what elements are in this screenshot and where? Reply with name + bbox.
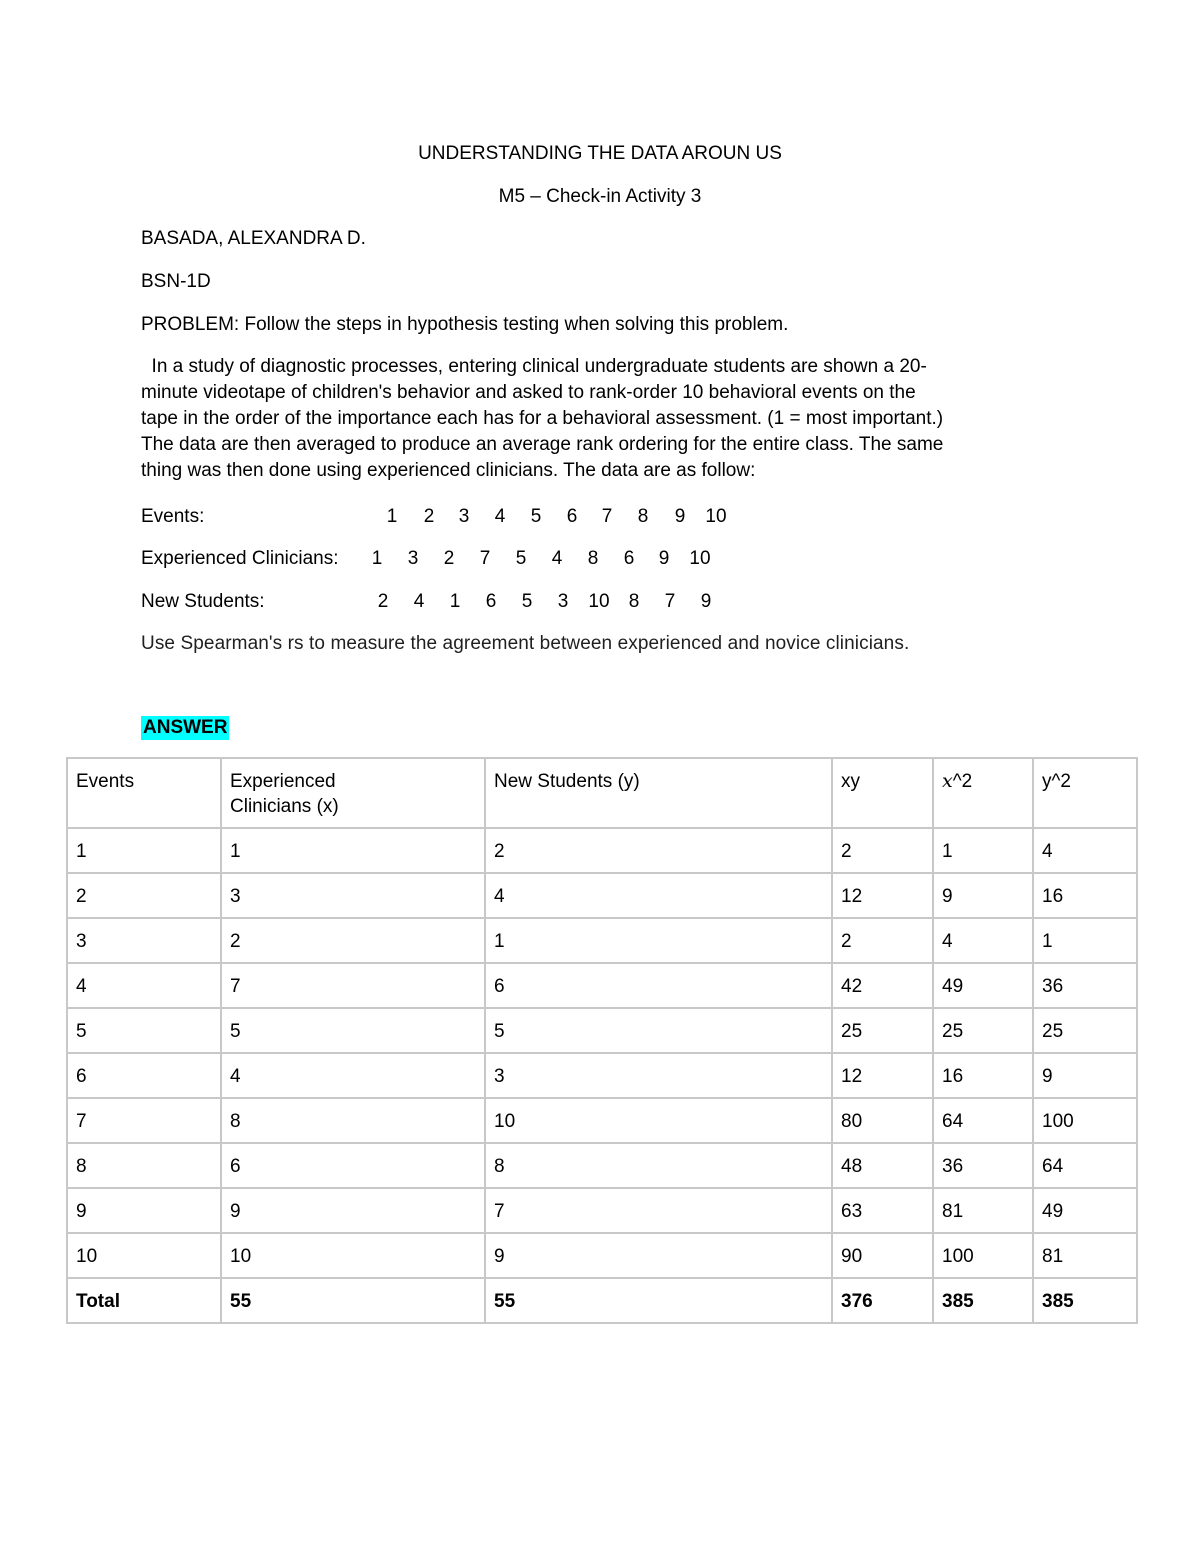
cell-students-y: 2 bbox=[485, 828, 832, 873]
paragraph-line: In a study of diagnostic processes, entering clinical undergraduate students are shown a 20- bbox=[141, 356, 927, 377]
total-students-y: 55 bbox=[485, 1278, 832, 1323]
cell-y-squared: 25 bbox=[1033, 1008, 1137, 1053]
instruction-text: Use Spearman's rs to measure the agreement between experienced and novice clinicians. bbox=[141, 633, 910, 654]
event-value: 6 bbox=[566, 506, 578, 527]
header-x-symbol: 𝑥 bbox=[942, 770, 953, 792]
document-subtitle: M5 – Check-in Activity 3 bbox=[498, 186, 702, 207]
header-y-squared: y^2 bbox=[1033, 758, 1137, 828]
clinician-value: 2 bbox=[443, 548, 455, 569]
clinicians-label: Experienced Clinicians: bbox=[141, 548, 339, 569]
cell-clinicians-x: 1 bbox=[221, 828, 485, 873]
cell-students-y: 8 bbox=[485, 1143, 832, 1188]
student-value: 5 bbox=[521, 591, 533, 612]
cell-y-squared: 1 bbox=[1033, 918, 1137, 963]
paragraph-line: thing was then done using experienced clinicians. The data are as follow: bbox=[141, 460, 756, 481]
cell-x-squared: 36 bbox=[933, 1143, 1033, 1188]
clinician-value: 4 bbox=[551, 548, 563, 569]
cell-events: 3 bbox=[67, 918, 221, 963]
table-header-row bbox=[67, 758, 1137, 828]
event-value: 7 bbox=[601, 506, 613, 527]
clinician-value: 1 bbox=[371, 548, 383, 569]
student-value: 9 bbox=[700, 591, 712, 612]
students-row bbox=[141, 590, 841, 614]
cell-events: 10 bbox=[67, 1233, 221, 1278]
table-row bbox=[67, 1188, 1137, 1233]
document-title: UNDERSTANDING THE DATA AROUN US bbox=[418, 143, 782, 164]
paragraph-line: The data are then averaged to produce an average rank ordering for the entire class. The same bbox=[141, 434, 944, 455]
events-label: Events: bbox=[141, 506, 205, 527]
cell-events: 6 bbox=[67, 1053, 221, 1098]
table-row bbox=[67, 1008, 1137, 1053]
table-body bbox=[67, 828, 1137, 1323]
student-value: 4 bbox=[413, 591, 425, 612]
problem-label: PROBLEM: Follow the steps in hypothesis testing when solving this problem. bbox=[141, 314, 789, 335]
cell-clinicians-x: 7 bbox=[221, 963, 485, 1008]
cell-students-y: 3 bbox=[485, 1053, 832, 1098]
cell-events: 4 bbox=[67, 963, 221, 1008]
cell-students-y: 9 bbox=[485, 1233, 832, 1278]
clinician-value: 8 bbox=[587, 548, 599, 569]
cell-y-squared: 9 bbox=[1033, 1053, 1137, 1098]
cell-students-y: 5 bbox=[485, 1008, 832, 1053]
total-x-squared: 385 bbox=[933, 1278, 1033, 1323]
total-xy: 376 bbox=[832, 1278, 933, 1323]
student-value: 6 bbox=[485, 591, 497, 612]
cell-clinicians-x: 4 bbox=[221, 1053, 485, 1098]
cell-xy: 80 bbox=[832, 1098, 933, 1143]
table-row bbox=[67, 1053, 1137, 1098]
table-row bbox=[67, 1143, 1137, 1188]
header-experienced-clinicians: Experienced Clinicians (x) bbox=[221, 758, 485, 828]
table-row bbox=[67, 1233, 1137, 1278]
student-section: BSN-1D bbox=[141, 271, 211, 292]
header-x-suffix: ^2 bbox=[952, 771, 973, 792]
cell-y-squared: 36 bbox=[1033, 963, 1137, 1008]
clinician-value: 9 bbox=[658, 548, 670, 569]
cell-xy: 25 bbox=[832, 1008, 933, 1053]
header-new-students: New Students (y) bbox=[485, 758, 832, 828]
student-value: 10 bbox=[588, 591, 610, 612]
header-events: Events bbox=[67, 758, 221, 828]
cell-x-squared: 49 bbox=[933, 963, 1033, 1008]
cell-y-squared: 100 bbox=[1033, 1098, 1137, 1143]
header-x-squared bbox=[933, 758, 1033, 828]
student-name: BASADA, ALEXANDRA D. bbox=[141, 228, 366, 249]
clinicians-row bbox=[141, 547, 841, 571]
cell-x-squared: 100 bbox=[933, 1233, 1033, 1278]
cell-x-squared: 1 bbox=[933, 828, 1033, 873]
table-total-row bbox=[67, 1278, 1137, 1323]
table-row bbox=[67, 873, 1137, 918]
cell-x-squared: 81 bbox=[933, 1188, 1033, 1233]
event-value: 3 bbox=[458, 506, 470, 527]
cell-clinicians-x: 10 bbox=[221, 1233, 485, 1278]
cell-xy: 12 bbox=[832, 1053, 933, 1098]
cell-xy: 2 bbox=[832, 828, 933, 873]
cell-y-squared: 81 bbox=[1033, 1233, 1137, 1278]
cell-x-squared: 16 bbox=[933, 1053, 1033, 1098]
cell-clinicians-x: 3 bbox=[221, 873, 485, 918]
cell-students-y: 4 bbox=[485, 873, 832, 918]
cell-xy: 12 bbox=[832, 873, 933, 918]
cell-events: 1 bbox=[67, 828, 221, 873]
total-events: Total bbox=[67, 1278, 221, 1323]
student-value: 1 bbox=[449, 591, 461, 612]
cell-clinicians-x: 8 bbox=[221, 1098, 485, 1143]
cell-y-squared: 64 bbox=[1033, 1143, 1137, 1188]
cell-events: 9 bbox=[67, 1188, 221, 1233]
table-row bbox=[67, 918, 1137, 963]
cell-y-squared: 49 bbox=[1033, 1188, 1137, 1233]
table-row bbox=[67, 1098, 1137, 1143]
paragraph-line: tape in the order of the importance each has for a behavioral assessment. (1 = most important.) bbox=[141, 408, 944, 429]
cell-x-squared: 25 bbox=[933, 1008, 1033, 1053]
event-value: 10 bbox=[705, 506, 727, 527]
cell-y-squared: 16 bbox=[1033, 873, 1137, 918]
total-y-squared: 385 bbox=[1033, 1278, 1137, 1323]
event-value: 9 bbox=[674, 506, 686, 527]
header-xy: xy bbox=[832, 758, 933, 828]
cell-xy: 63 bbox=[832, 1188, 933, 1233]
cell-clinicians-x: 9 bbox=[221, 1188, 485, 1233]
cell-clinicians-x: 2 bbox=[221, 918, 485, 963]
cell-x-squared: 64 bbox=[933, 1098, 1033, 1143]
students-label: New Students: bbox=[141, 591, 265, 612]
cell-clinicians-x: 5 bbox=[221, 1008, 485, 1053]
event-value: 8 bbox=[637, 506, 649, 527]
cell-xy: 2 bbox=[832, 918, 933, 963]
event-value: 4 bbox=[494, 506, 506, 527]
cell-events: 8 bbox=[67, 1143, 221, 1188]
cell-xy: 90 bbox=[832, 1233, 933, 1278]
student-value: 3 bbox=[557, 591, 569, 612]
table-row bbox=[67, 963, 1137, 1008]
clinician-value: 7 bbox=[479, 548, 491, 569]
cell-events: 7 bbox=[67, 1098, 221, 1143]
cell-y-squared: 4 bbox=[1033, 828, 1137, 873]
student-value: 2 bbox=[377, 591, 389, 612]
cell-x-squared: 4 bbox=[933, 918, 1033, 963]
cell-events: 2 bbox=[67, 873, 221, 918]
event-value: 1 bbox=[386, 506, 398, 527]
cell-xy: 48 bbox=[832, 1143, 933, 1188]
cell-students-y: 1 bbox=[485, 918, 832, 963]
clinician-value: 10 bbox=[689, 548, 711, 569]
answer-label: ANSWER bbox=[143, 717, 228, 738]
paragraph-line: minute videotape of children's behavior and asked to rank-order 10 behavioral events on the bbox=[141, 382, 916, 403]
cell-xy: 42 bbox=[832, 963, 933, 1008]
event-value: 2 bbox=[423, 506, 435, 527]
student-value: 8 bbox=[628, 591, 640, 612]
cell-events: 5 bbox=[67, 1008, 221, 1053]
events-row bbox=[141, 505, 841, 529]
total-clinicians-x: 55 bbox=[221, 1278, 485, 1323]
cell-x-squared: 9 bbox=[933, 873, 1033, 918]
cell-clinicians-x: 6 bbox=[221, 1143, 485, 1188]
student-value: 7 bbox=[664, 591, 676, 612]
clinician-value: 5 bbox=[515, 548, 527, 569]
event-value: 5 bbox=[530, 506, 542, 527]
clinician-value: 3 bbox=[407, 548, 419, 569]
cell-students-y: 7 bbox=[485, 1188, 832, 1233]
cell-students-y: 6 bbox=[485, 963, 832, 1008]
cell-students-y: 10 bbox=[485, 1098, 832, 1143]
clinician-value: 6 bbox=[623, 548, 635, 569]
spearman-table bbox=[66, 757, 1138, 1324]
table-row bbox=[67, 828, 1137, 873]
problem-paragraph bbox=[141, 354, 1071, 484]
